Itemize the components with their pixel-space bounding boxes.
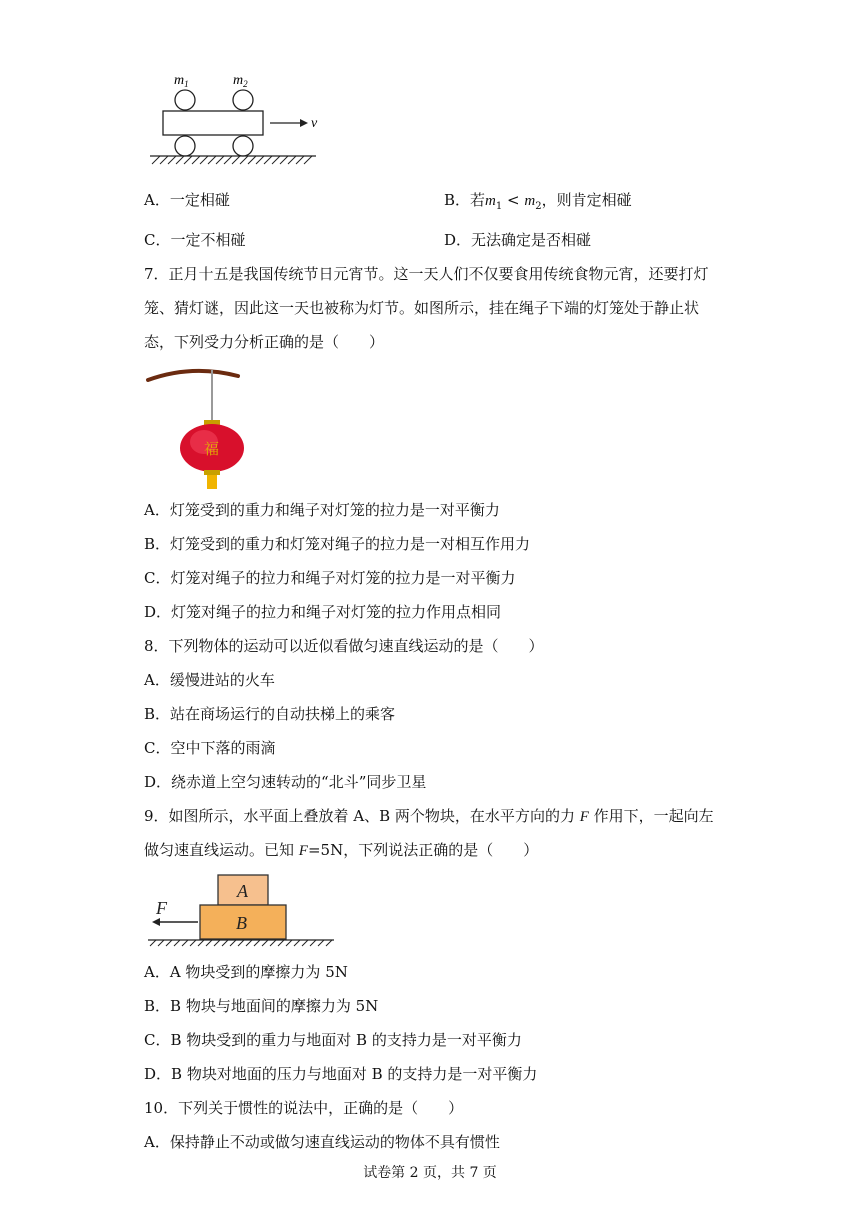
q6-option-c: C．一定不相碰 — [144, 231, 246, 249]
q9-option-d: D．B 物块对地面的压力与地面对 B 的支持力是一对平衡力 — [144, 1065, 538, 1083]
q7-stem-line1: 7．正月十五是我国传统节日元宵节。这一天人们不仅要食用传统食物元宵，还要打灯 — [144, 265, 709, 283]
q6-option-b-m2: m — [524, 193, 536, 209]
q7-option-d: D．灯笼对绳子的拉力和绳子对灯笼的拉力作用点相同 — [144, 603, 502, 621]
q9-line1-a: 9．如图所示，水平面上叠放着 A、B 两个物块，在水平方向的力 — [144, 807, 580, 825]
q8-option-d: D．绕赤道上空匀速转动的“北斗”同步卫星 — [144, 773, 427, 791]
q9-line1-force: F — [579, 809, 589, 825]
wheel-right — [233, 136, 253, 156]
m2-label: $m_2$ — [233, 73, 248, 89]
q6-option-b-prefix: B．若 — [444, 191, 486, 209]
q7-lantern-figure — [144, 362, 244, 490]
q9-stem-line1 — [144, 806, 714, 827]
q6-option-b-m1: m — [485, 193, 496, 209]
force-label: F — [156, 898, 167, 918]
q9-line1-b: 作用下，一起向左 — [588, 807, 714, 825]
q6-option-d: D．无法确定是否相碰 — [444, 231, 592, 249]
q9-stem-line2 — [144, 840, 538, 861]
q6-option-b-suffix: ，则肯定相碰 — [541, 191, 632, 209]
q6-option-b — [444, 190, 632, 217]
q8-stem: 8．下列物体的运动可以近似看做匀速直线运动的是（ ） — [144, 637, 544, 655]
q10-stem: 10．下列关于惯性的说法中，正确的是（ ） — [144, 1099, 464, 1117]
wheel-left — [175, 136, 195, 156]
block-a-label: A — [237, 881, 248, 901]
q6-option-b-lt: < — [502, 191, 525, 209]
q10-option-a: A．保持静止不动或做匀速直线运动的物体不具有惯性 — [144, 1133, 500, 1151]
velocity-label: v — [311, 116, 318, 131]
q9-blocks-figure — [140, 872, 340, 952]
q9-option-b: B．B 物块与地面间的摩擦力为 5N — [144, 997, 379, 1015]
ball-m1 — [175, 90, 195, 110]
ball-m2 — [233, 90, 253, 110]
block-b-label: B — [236, 913, 247, 933]
page-footer: 试卷第 2 页，共 7 页 — [363, 1165, 497, 1181]
q9-line2-a: 做匀速直线运动。已知 — [144, 841, 299, 859]
m1-label: $m_1$ — [174, 73, 189, 89]
lantern-character: 福 — [204, 440, 220, 458]
q6-cart-figure — [140, 68, 340, 168]
q7-stem-line2: 笼、猜灯谜，因此这一天也被称为灯节。如图所示，挂在绳子下端的灯笼处于静止状 — [144, 299, 700, 317]
q6-option-b-sub2: 2 — [535, 201, 542, 212]
q8-option-c: C．空中下落的雨滴 — [144, 739, 276, 757]
q8-option-a: A．缓慢进站的火车 — [144, 671, 275, 689]
q7-option-c: C．灯笼对绳子的拉力和绳子对灯笼的拉力是一对平衡力 — [144, 569, 516, 587]
q8-option-b: B．站在商场运行的自动扶梯上的乘客 — [144, 705, 396, 723]
q9-line2-b: =5N，下列说法正确的是（ ） — [307, 841, 539, 859]
q9-line2-force: F — [298, 843, 308, 859]
ground-hatch — [152, 156, 312, 164]
q7-option-a: A．灯笼受到的重力和绳子对灯笼的拉力是一对平衡力 — [144, 501, 500, 519]
velocity-arrowhead — [300, 119, 308, 127]
lantern-tassel — [207, 475, 217, 489]
q7-stem-line3: 态，下列受力分析正确的是（ ） — [144, 333, 385, 351]
ground-hatch — [150, 940, 332, 946]
lantern-cap-bottom — [204, 470, 220, 475]
q9-option-a: A．A 物块受到的摩擦力为 5N — [144, 963, 348, 981]
q6-option-b-sub1: 1 — [495, 201, 503, 212]
force-arrowhead — [152, 918, 160, 926]
q9-option-c: C．B 物块受到的重力与地面对 B 的支持力是一对平衡力 — [144, 1031, 522, 1049]
q6-option-a: A．一定相碰 — [144, 191, 230, 209]
q7-option-b: B．灯笼受到的重力和灯笼对绳子的拉力是一对相互作用力 — [144, 535, 531, 553]
hanging-rod — [148, 371, 238, 380]
cart-body — [163, 111, 263, 135]
